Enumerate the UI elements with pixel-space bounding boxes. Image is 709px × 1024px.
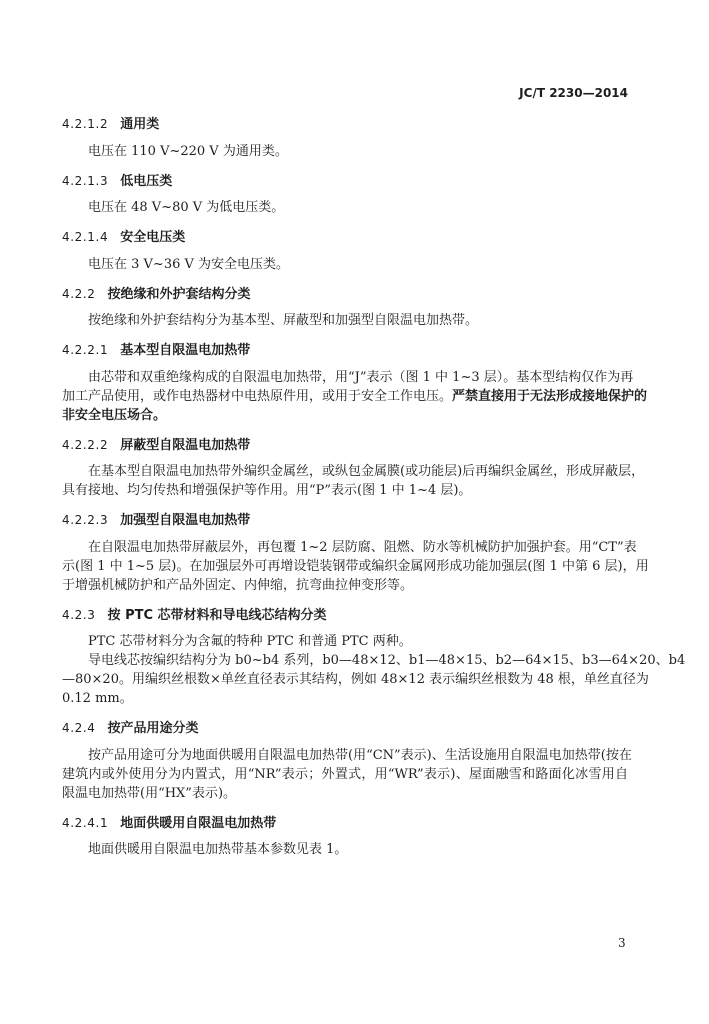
paragraph-line: 按产品用途可分为地面供暖用自限温电加热带(用“CN”表示)、生活设施用自限温电加热带(按在 (88, 747, 632, 763)
paragraph-line: 限温电加热带(用“HX”表示)。 (62, 785, 237, 801)
section-heading (62, 434, 628, 453)
section-number: 4.2.2.2 (62, 437, 109, 452)
paragraph-line: 电压在 3 V~36 V 为安全电压类。 (88, 256, 290, 272)
section-heading (62, 226, 628, 245)
paragraph-line (62, 406, 628, 425)
paragraph-line: 在基本型自限温电加热带外编织金属丝，或纵包金属膜(或功能层)后再编织金属丝，形成屏蔽层， (88, 464, 645, 479)
paragraph (62, 651, 686, 708)
paragraph (62, 198, 628, 217)
section-title: 低电压类 (120, 173, 173, 189)
section-number: 4.2.4.1 (62, 815, 109, 830)
document-body (62, 104, 686, 859)
section-number: 4.2.1.3 (62, 173, 109, 188)
section-title: 通用类 (120, 117, 160, 132)
section-title: 基本型自限温电加热带 (120, 343, 251, 358)
section-title: 加强型自限温电加热带 (120, 513, 251, 528)
paragraph (62, 632, 628, 651)
section-title: 按 PTC 芯带材料和导电线芯结构分类 (107, 607, 327, 623)
paragraph-line: 具有接地、均匀传热和增强保护等作用。用“P”表示(图 1 中 1~4 层)。 (62, 483, 472, 498)
page-number: 3 (618, 936, 626, 950)
paragraph-line: 导电线芯按编织结构分为 b0~b4 系列，b0—48×12、b1—48×15、b2—64×15、b3—64×20、b4 (88, 653, 686, 668)
section-number: 4.2.1.4 (62, 230, 109, 244)
section-title: 按产品用途分类 (107, 721, 199, 736)
paragraph-line: 0.12 mm。 (62, 691, 133, 706)
paragraph-line (62, 387, 648, 406)
section-number: 4.2.2.3 (62, 513, 109, 527)
paragraph-line: 电压在 48 V~80 V 为低电压类。 (88, 200, 285, 215)
section-number: 4.2.1.2 (62, 117, 109, 131)
emphasis-text: 严禁直接用于无法形成接地保护的 (452, 388, 648, 404)
paragraph-line: 按绝缘和外护套结构分为基本型、屏蔽型和加强型自限温电加热带。 (88, 313, 479, 328)
paragraph-line: —80×20。用编织丝根数×单丝直径表示其结构，例如 48×12 表示编织丝根数为 48 根，单丝直径为 (62, 672, 649, 687)
paragraph (62, 538, 649, 595)
section-heading (62, 339, 628, 358)
standard-code: JC/T 2230—2014 (519, 86, 628, 100)
paragraph-line: 示(图 1 中 1~5 层)。在加强层外可再增设铠装钢带或编织金属网形成功能加强层(图 1 中第 6 层)，用 (62, 558, 649, 574)
section-heading (62, 604, 628, 623)
section-number: 4.2.2.1 (62, 343, 109, 357)
section-number: 4.2.3 (62, 607, 96, 622)
paragraph (62, 255, 628, 274)
line-segment: 加工产品使用，或作电热器材中电热原件用，或用于安全工作电压。 (62, 388, 453, 404)
section-heading (62, 113, 628, 132)
paragraph (62, 746, 632, 803)
section-title: 安全电压类 (120, 230, 186, 245)
emphasis-text: 非安全电压场合。 (62, 407, 167, 423)
paragraph-line: PTC 芯带材料分为含氟的特种 PTC 和普通 PTC 两种。 (88, 634, 412, 649)
paragraph (62, 311, 628, 330)
section-number: 4.2.4 (62, 721, 96, 735)
paragraph-line: 由芯带和双重绝缘构成的自限温电加热带，用“J”表示（图 1 中 1~3 层）。基本型结构仅作为再 (88, 369, 634, 385)
paragraph-line: 于增强机械防护和产品外固定、内伸缩，抗弯曲拉伸变形等。 (62, 577, 414, 593)
section-heading (62, 509, 628, 528)
paragraph (62, 840, 628, 859)
section-heading (62, 283, 628, 302)
paragraph (62, 368, 648, 425)
section-heading (62, 812, 628, 831)
paragraph (62, 142, 628, 161)
section-title: 屏蔽型自限温电加热带 (120, 437, 251, 453)
section-title: 地面供暖用自限温电加热带 (120, 815, 277, 831)
section-heading (62, 170, 628, 189)
section-heading (62, 717, 628, 736)
section-number: 4.2.2 (62, 286, 96, 301)
paragraph-line: 在自限温电加热带屏蔽层外，再包覆 1~2 层防腐、阻燃、防水等机械防护加强护套。用“CT”表 (88, 539, 637, 555)
paragraph-line: 地面供暖用自限温电加热带基本参数见表 1。 (88, 842, 348, 857)
section-title: 按绝缘和外护套结构分类 (107, 286, 251, 302)
paragraph-line: 建筑内或外使用分为内置式，用“NR”表示；外置式，用“WR”表示)、屋面融雪和路面化冰雪用自 (62, 766, 628, 782)
paragraph-line: 电压在 110 V~220 V 为通用类。 (88, 143, 288, 159)
paragraph (62, 462, 645, 500)
